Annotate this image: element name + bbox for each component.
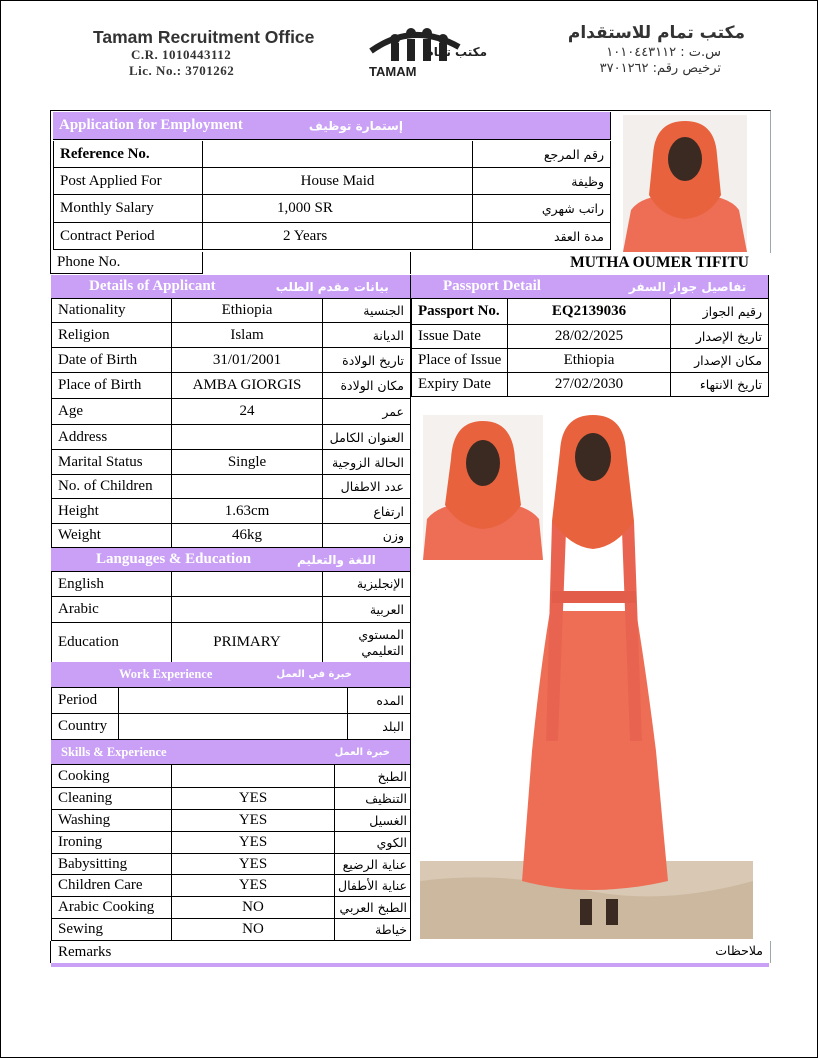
passport-expiry-date-label: Expiry Date (411, 373, 508, 397)
age-label: Age (51, 399, 172, 425)
date-of-birth-label: Date of Birth (51, 348, 172, 373)
skill-sewing-value: NO (172, 919, 335, 941)
passport-title-en: Passport Detail (443, 278, 541, 294)
work-title-ar: خبرة في العمل (276, 669, 352, 680)
no-of-children-value (172, 475, 323, 499)
work-period-label-ar: المده (348, 688, 411, 714)
skill-children-care-label-ar: عناية الأطفال (335, 875, 411, 897)
work-period-label: Period (51, 688, 119, 714)
passport-issue-date-label: Issue Date (411, 325, 508, 349)
post-value: House Maid (203, 168, 473, 195)
logo-text-ar: مكتب تمام (425, 45, 488, 59)
license-number-en: Lic. No.: 3701262 (129, 63, 235, 78)
skill-arabic-cooking-value: NO (172, 897, 335, 919)
reference-label-ar: رقم المرجع (473, 141, 611, 168)
company-name-ar: مكتب تمام للاستقدام (567, 23, 745, 43)
nationality-label-ar: الجنسية (323, 299, 411, 323)
lang-education-label-ar: المستوي التعليمي (323, 623, 411, 663)
lang-arabic-label-ar: العربية (323, 597, 411, 623)
work-title-en: Work Experience (119, 667, 213, 681)
skill-children-care-value: YES (172, 875, 335, 897)
weight-label-ar: وزن (323, 524, 411, 548)
lang-english-label-ar: الإنجليزية (323, 572, 411, 597)
religion-label: Religion (51, 323, 172, 348)
passport-passport-no-label: Passport No. (411, 299, 508, 325)
address-value (172, 425, 323, 450)
languages-title-band (51, 548, 411, 572)
cr-number-ar: س.ت : ١٠١٠٤٤٣١١٢ (606, 45, 721, 60)
age-label-ar: عمر (323, 399, 411, 425)
skill-sewing-label: Sewing (51, 919, 172, 941)
lang-arabic-value (172, 597, 323, 623)
marital-status-value: Single (172, 450, 323, 475)
cr-number-en: C.R. 1010443112 (131, 47, 232, 62)
passport-place-of-issue-label: Place of Issue (411, 349, 508, 373)
remarks-label-ar: ملاحظات (715, 943, 763, 958)
skill-babysitting-label: Babysitting (51, 854, 172, 875)
skill-washing-value: YES (172, 810, 335, 832)
skill-ironing-label: Ironing (51, 832, 172, 854)
reference-value (203, 141, 473, 168)
skill-sewing-label-ar: خياطة (335, 919, 411, 941)
applicant-fullbody-photo (420, 411, 753, 939)
contract-label: Contract Period (53, 223, 203, 250)
phone-value (203, 252, 411, 274)
lang-arabic-label: Arabic (51, 597, 172, 623)
place-of-birth-label: Place of Birth (51, 373, 172, 399)
height-value: 1.63cm (172, 499, 323, 524)
place-of-birth-value: AMBA GIORGIS (172, 373, 323, 399)
applicant-portrait-photo (623, 115, 747, 252)
skills-title-en: Skills & Experience (61, 744, 167, 759)
salary-value: 1,000 SR (203, 195, 473, 223)
skill-cooking-value (172, 765, 335, 788)
phone-label: Phone No. (50, 252, 203, 274)
skill-arabic-cooking-label-ar: الطبخ العربي (335, 897, 411, 919)
date-of-birth-value: 31/01/2001 (172, 348, 323, 373)
work-title-band (51, 662, 411, 688)
nationality-value: Ethiopia (172, 299, 323, 323)
skill-washing-label-ar: الغسيل (335, 810, 411, 832)
skill-cleaning-value: YES (172, 788, 335, 810)
passport-issue-date-value: 28/02/2025 (508, 325, 671, 349)
marital-status-label: Marital Status (51, 450, 172, 475)
skill-washing-label: Washing (51, 810, 172, 832)
skill-ironing-value: YES (172, 832, 335, 854)
lang-english-label: English (51, 572, 172, 597)
remarks-bottom-band (51, 963, 769, 967)
post-label: Post Applied For (53, 168, 203, 195)
languages-title-en: Languages & Education (96, 551, 252, 567)
salary-label: Monthly Salary (53, 195, 203, 223)
remarks-label: Remarks (58, 944, 112, 960)
marital-status-label-ar: الحالة الزوجية (323, 450, 411, 475)
contract-value: 2 Years (203, 223, 473, 250)
salary-label-ar: راتب شهري (473, 195, 611, 223)
skill-cooking-label: Cooking (51, 765, 172, 788)
passport-issue-date-label-ar: تاريخ الإصدار (671, 325, 769, 349)
applicant-name: MUTHA OUMER TIFITU (570, 254, 749, 271)
place-of-birth-label-ar: مكان الولادة (323, 373, 411, 399)
details-title-en: Details of Applicant (89, 278, 216, 294)
lang-education-value: PRIMARY (172, 623, 323, 663)
company-name-en: Tamam Recruitment Office (93, 27, 315, 47)
work-period-value (119, 688, 348, 714)
lang-education-label: Education (51, 623, 172, 663)
passport-title-band (411, 275, 769, 299)
lang-english-value (172, 572, 323, 597)
reference-label: Reference No. (53, 141, 203, 168)
skill-babysitting-value: YES (172, 854, 335, 875)
work-country-value (119, 714, 348, 740)
passport-expiry-date-value: 27/02/2030 (508, 373, 671, 397)
logo-text-en: TAMAM (369, 64, 417, 79)
skill-babysitting-label-ar: عناية الرضيع (335, 854, 411, 875)
weight-label: Weight (51, 524, 172, 548)
date-of-birth-label-ar: تاريخ الولادة (323, 348, 411, 373)
passport-place-of-issue-value: Ethiopia (508, 349, 671, 373)
height-label-ar: ارتفاع (323, 499, 411, 524)
post-label-ar: وظيفة (473, 168, 611, 195)
languages-title-ar: اللغة والتعليم (297, 552, 376, 567)
passport-passport-no-value: EQ2139036 (508, 299, 671, 325)
work-country-label-ar: البلد (348, 714, 411, 740)
contract-label-ar: مدة العقد (473, 223, 611, 250)
application-title-en: Application for Employment (59, 117, 243, 133)
age-value: 24 (172, 399, 323, 425)
passport-expiry-date-label-ar: تاريخ الانتهاء (671, 373, 769, 397)
details-title-band (51, 275, 411, 299)
application-title-band (53, 112, 611, 140)
no-of-children-label: No. of Children (51, 475, 172, 499)
skill-cleaning-label: Cleaning (51, 788, 172, 810)
skills-title-band (51, 740, 411, 765)
nationality-label: Nationality (51, 299, 172, 323)
religion-label-ar: الديانة (323, 323, 411, 348)
address-label: Address (51, 425, 172, 450)
passport-place-of-issue-label-ar: مكان الإصدار (671, 349, 769, 373)
address-label-ar: العنوان الكامل (323, 425, 411, 450)
skill-ironing-label-ar: الكوي (335, 832, 411, 854)
license-number-ar: ترخيص رقم: ٣٧٠١٢٦٢ (599, 61, 721, 76)
religion-value: Islam (172, 323, 323, 348)
skill-children-care-label: Children Care (51, 875, 172, 897)
details-title-ar: بيانات مقدم الطلب (275, 279, 389, 294)
work-country-label: Country (51, 714, 119, 740)
application-title-ar: إستمارة توظيف (308, 118, 403, 133)
height-label: Height (51, 499, 172, 524)
skill-cleaning-label-ar: التنظيف (335, 788, 411, 810)
weight-value: 46kg (172, 524, 323, 548)
no-of-children-label-ar: عدد الاطفال (323, 475, 411, 499)
passport-title-ar: تفاصيل جواز السفر (628, 279, 747, 294)
passport-passport-no-label-ar: رقيم الجواز (671, 299, 769, 325)
skills-title-ar: خبرة العمل (334, 746, 390, 758)
skill-cooking-label-ar: الطبخ (335, 765, 411, 788)
skill-arabic-cooking-label: Arabic Cooking (51, 897, 172, 919)
